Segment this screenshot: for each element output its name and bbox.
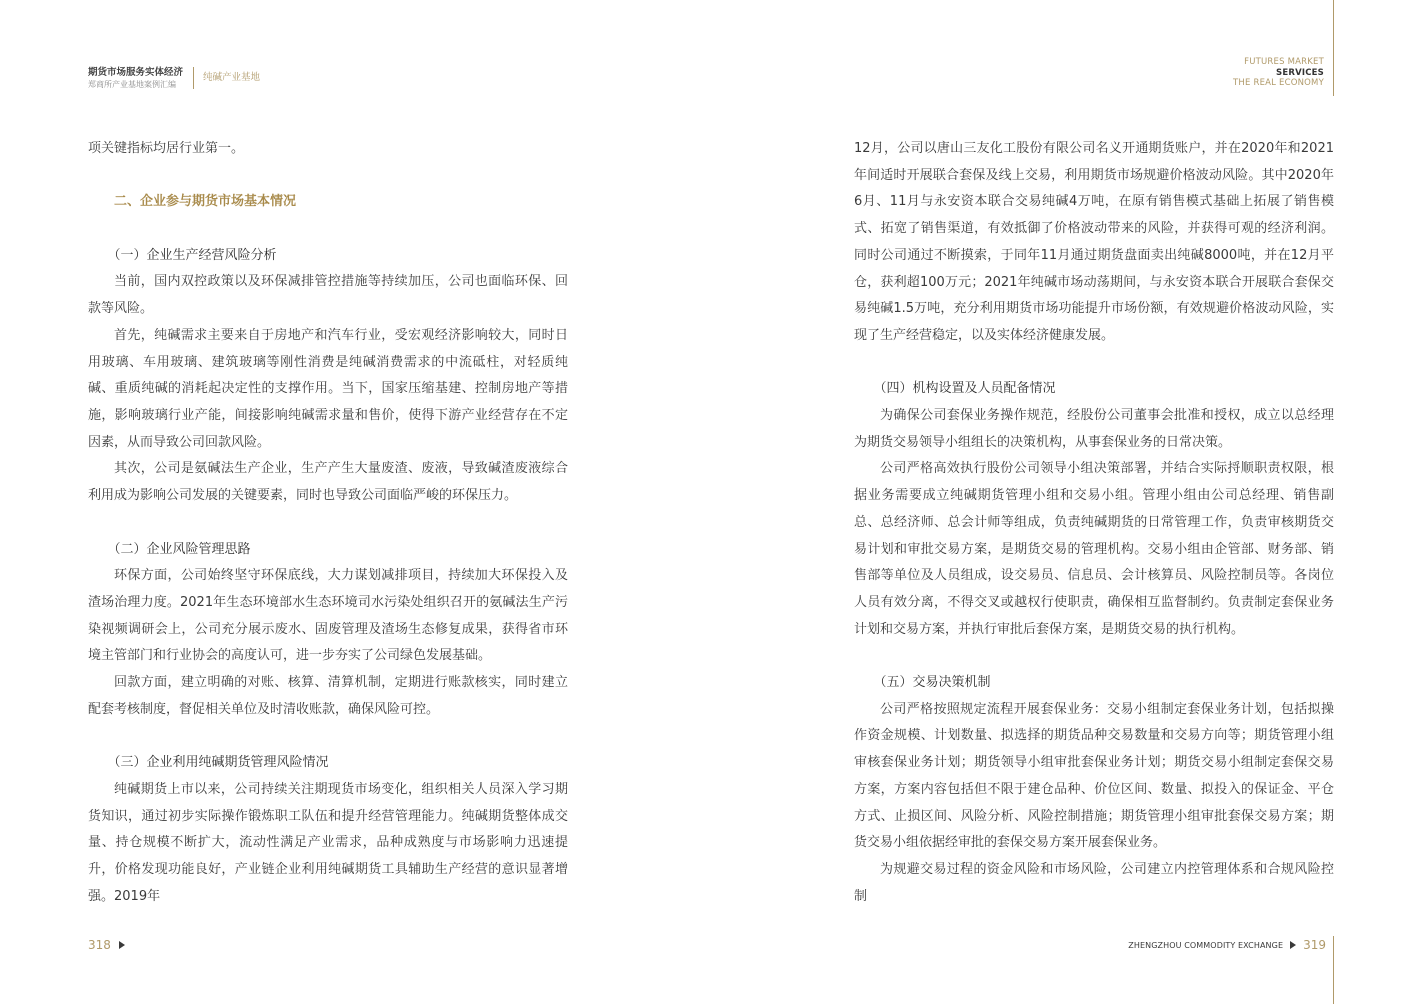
header-line-3: THE REAL ECONOMY: [1233, 78, 1324, 88]
publication-title: 期货市场服务实体经济: [88, 67, 184, 78]
section-name: 纯碱产业基地: [203, 72, 261, 83]
right-body-text: [854, 136, 1334, 910]
triangle-right-icon: [119, 941, 125, 949]
subheading-1: （一）企业生产经营风险分析: [107, 247, 277, 263]
right-page: [710, 0, 1420, 1004]
subheading-2: （二）企业风险管理思路: [107, 541, 251, 557]
header-line-2: SERVICES: [1276, 67, 1324, 78]
subheading-3: （三）企业利用纯碱期货管理风险情况: [107, 755, 329, 771]
publication-title-block: [88, 67, 183, 90]
left-body-text: [88, 136, 568, 910]
exchange-name: ZHENGZHOU COMMODITY EXCHANGE: [1128, 940, 1284, 950]
chapter-heading: 二、企业参与期货市场基本情况: [114, 194, 297, 210]
page-number: 318: [88, 938, 111, 952]
paragraph: 当前，国内双控政策以及环保减排管控措施等持续加压，公司也面临环保、回款等风险。: [88, 274, 568, 317]
triangle-right-icon: [1290, 941, 1296, 949]
publication-subtitle: 郑商所产业基地案例汇编: [88, 80, 176, 89]
page-footer-right: [1128, 938, 1326, 952]
paragraph: 项关键指标均居行业第一。: [88, 141, 245, 156]
edge-rule-top: [1333, 0, 1334, 96]
page-number: 319: [1303, 938, 1326, 952]
subheading-4: （四）机构设置及人员配备情况: [873, 381, 1056, 397]
running-header-left: [88, 67, 260, 90]
paragraph: 12月，公司以唐山三友化工股份有限公司名义开通期货账户，并在2020年和2021年间适时开展联合套保及线上交易，利用期货市场规避价格波动风险。其中2020年6月、11月与永安资本联合交易纯碱4万吨，在原有销售模式基础上拓展了销售模式、拓宽了销售渠道，有效抵御了价格波动带来的风险，并获得可观的经济利润。同时公司通过不断摸索，于同年11月通过期货盘面卖出纯碱8000吨，并在12月平仓，获利超100万元；2021年纯碱市场动荡期间，与永安资本联合开展联合套保交易纯碱1.5万吨，充分利用期货市场功能提升市场份额，有效规避价格波动风险，实现了生产经营稳定，以及实体经济健康发展。: [854, 141, 1334, 343]
header-divider: [193, 67, 194, 89]
running-header-right: [1233, 57, 1324, 89]
subheading-5: （五）交易决策机制: [873, 675, 991, 691]
paragraph: 环保方面，公司始终坚守环保底线，大力谋划减排项目，持续加大环保投入及渣场治理力度。2021年生态环境部水生态环境司水污染处组织召开的氨碱法生产污染视频调研会上，公司充分展示废水、固废管理及渣场生态修复成果，获得省市环境主管部门和行业协会的高度认可，进一步夯实了公司绿色发展基础。: [88, 568, 568, 664]
paragraph: 其次，公司是氨碱法生产企业，生产产生大量废渣、废液，导致碱渣废液综合利用成为影响公司发展的关键要素，同时也导致公司面临严峻的环保压力。: [88, 461, 568, 504]
edge-rule-bottom: [1333, 936, 1334, 1004]
paragraph: 为确保公司套保业务操作规范，经股份公司董事会批准和授权，成立以总经理为期货交易领导小组组长的决策机构，从事套保业务的日常决策。: [854, 408, 1334, 450]
paragraph: 公司严格按照规定流程开展套保业务：交易小组制定套保业务计划，包括拟操作资金规模、计划数量、拟选择的期货品种交易数量和交易方向等；期货管理小组审核套保业务计划；期货领导小组审批套保业务计划；期货交易小组制定套保交易方案，方案内容包括但不限于建仓品种、价位区间、数量、拟投入的保证金、平仓方式、止损区间、风险分析、风险控制措施；期货管理小组审批套保交易方案；期货交易小组依据经审批的套保交易方案开展套保业务。: [854, 701, 1334, 851]
paragraph: 回款方面，建立明确的对账、核算、清算机制，定期进行账款核实，同时建立配套考核制度，督促相关单位及时清收账款，确保风险可控。: [88, 675, 568, 717]
paragraph: 纯碱期货上市以来，公司持续关注期现货市场变化，组织相关人员深入学习期货知识，通过初步实际操作锻炼职工队伍和提升经营管理能力。纯碱期货整体成交量、持仓规模不断扩大，流动性满足产业需求，品种成熟度与市场影响力迅速提升，价格发现功能良好，产业链企业利用纯碱期货工具辅助生产经营的意识显著增强。2019年: [88, 781, 568, 904]
paragraph: 公司严格高效执行股份公司领导小组决策部署，并结合实际捋顺职责权限，根据业务需要成立纯碱期货管理小组和交易小组。管理小组由公司总经理、销售副总、总经济师、总会计师等组成，负责纯碱期货的日常管理工作，负责审核期货交易计划和审批交易方案，是期货交易的管理机构。交易小组由企管部、财务部、销售部等单位及人员组成，设交易员、信息员、会计核算员、风险控制员等。各岗位人员有效分离，不得交叉或越权行使职责，确保相互监督制约。负责制定套保业务计划和交易方案，并执行审批后套保方案，是期货交易的执行机构。: [854, 461, 1334, 637]
page-footer-left: [88, 938, 125, 952]
paragraph: 为规避交易过程的资金风险和市场风险，公司建立内控管理体系和合规风险控制: [854, 861, 1334, 904]
header-line-1: FUTURES MARKET: [1244, 57, 1324, 67]
paragraph: 首先，纯碱需求主要来自于房地产和汽车行业，受宏观经济影响较大，同时日用玻璃、车用玻璃、建筑玻璃等刚性消费是纯碱消费需求的中流砥柱，对轻质纯碱、重质纯碱的消耗起决定性的支撑作用。当下，国家压缩基建、控制房地产等措施，影响玻璃行业产能，间接影响纯碱需求量和售价，使得下游产业经营存在不定因素，从而导致公司回款风险。: [88, 327, 568, 450]
